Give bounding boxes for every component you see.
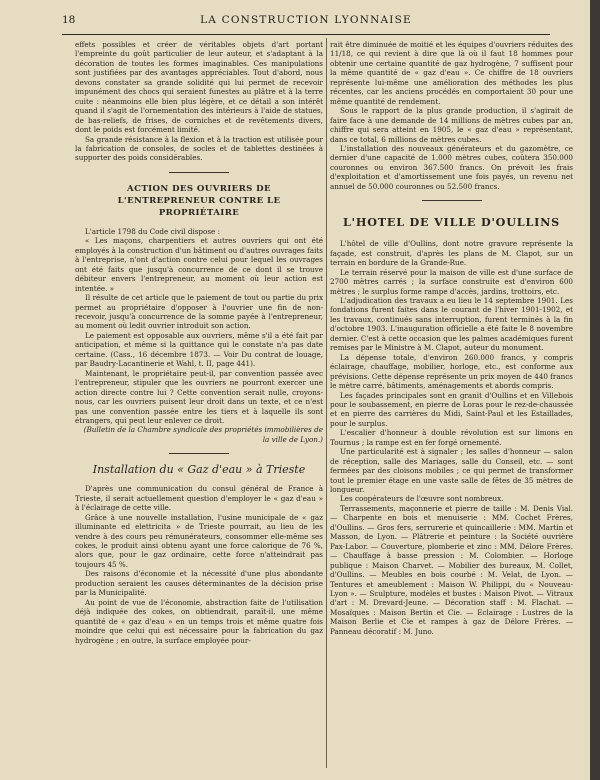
- section-heading: Installation du « Gaz d'eau » à Trieste: [92, 463, 306, 477]
- paragraph: D'après une communication du consul général de France à Trieste, il serait actuellement question d'employer le « gaz d'eau » à l'éclairage de cette ville.: [75, 484, 323, 513]
- paragraph: L'adjudication des travaux a eu lieu le 14 septembre 1901. Les fondations furent faites dans le courant de l'hiver 1901-1902, et les travaux, continués sans interruption, furent terminés à la fin d'octobre 1903. L'inauguration officielle a été faite le 8 novembre dernier. C'est à cette occasion que les palmes académiques furent remises par le Ministre à M. Clapot, auteur du monument.: [330, 295, 573, 353]
- paragraph: La dépense totale, d'environ 260.000 francs, y compris éclairage, chauffage, mobilier, horloge, etc., est conforme aux prévisions. Cette dépense représente un prix moyen de 440 francs le mètre carré, bâtiments, aménagements et abords compris.: [330, 352, 573, 391]
- paragraph: L'installation des nouveaux générateurs et du gazomètre, ce dernier d'une capacité de 1.000 mètres cubes, coûtera 350.000 couronnes ou environ 367.500 francs. On prévoit les frais d'exploitation et d'amortissement une fois payés, un revenu net annuel de 50.000 couronnes ou 52.500 francs.: [330, 143, 573, 191]
- section-heading: ACTION DES OUVRIERS DE L'ENTREPRENEUR CONTRE LE PROPRIÉTAIRE: [117, 183, 281, 218]
- section-separator: [169, 172, 229, 173]
- right-column: [330, 40, 573, 768]
- paragraph: Au point de vue de l'économie, abstraction faite de l'utilisation déjà indiquée des cokes, on obtiendrait, paraît-il, une même quantité de « gaz d'eau » en un temps trois et même quatre fois moindre que celui qui est nécessaire pour la fabrication du gaz hydrogène ; en outre, la surface employée pour-: [75, 597, 323, 645]
- paragraph: L'article 1798 du Code civil dispose :: [85, 226, 221, 236]
- paragraph: Sous le rapport de la plus grande production, il s'agirait de faire face à une demande de 14 millions de mètres cubes par an, chiffre qui sera atteint en 1905, le « gaz d'eau » représentant, dans ce total, 6 millions de mètres cubes.: [330, 106, 573, 144]
- source-citation: (Bulletin de la Chambre syndicale des propriétés immobilières de la ville de Lyon.): [83, 425, 323, 444]
- paragraph: Des raisons d'économie et la nécessité d'une plus abondante production seraient les causes déterminantes de la décision prise par la Municipalité.: [75, 569, 323, 598]
- paragraph: Grâce à une nouvelle installation, l'usine municipale de « gaz illuminante ed elettricita » de Trieste pourrait, au lieu de les vendre à des cours peu rémunérateurs, consommer elle-même ses cokes, le produit ainsi obtenu ayant une force calorique de 76 %, alors que, pour le gaz ordinaire, cette force n'atteindrait pas toujours 45 %.: [75, 512, 323, 569]
- left-column: [75, 40, 323, 768]
- section-separator: [422, 200, 482, 201]
- paragraph: Le paiement est opposable aux ouvriers, même s'il a été fait par anticipation, et même si la quittance qui le constate n'a pas date certaine. (Cass., 16 décembre 1873. — Voir Du contrat de louage, par Baudry-Lacantinerie et Wahl, t. II, page 441).: [75, 330, 323, 369]
- page-header: [62, 14, 550, 30]
- paragraph: Les façades principales sont en granit d'Oullins et en Villebois pour le soubassement, en pierre de Loras pour le rez-de-chaussée et en pierre des carrières du Midi, Saint-Paul et les Estaillades, pour le surplus.: [330, 390, 573, 428]
- paragraph: « Les maçons, charpentiers et autres ouvriers qui ont été employés à la construction d'un bâtiment ou d'autres ouvrages faits à l'entreprise, n'ont d'action contre celui pour lequel les ouvrages ont été faits que jusqu'à concurrence de ce dont il se trouve débiteur envers l'entrepreneur, au moment où leur action est intentée. »: [75, 236, 323, 293]
- paragraph: L'escalier d'honneur à double révolution est sur limons en Tournus ; la rampe est en fer forgé ornementé.: [330, 428, 573, 447]
- section-heading: L'HOTEL DE VILLE D'OULLINS: [342, 215, 561, 230]
- paragraph: effets possibles et créer de véritables objets d'art portant l'empreinte du goût particulier de leur auteur, et s'adaptant à la décoration de toutes les formes imaginables. Ces manipulations sont justifiées par des avantages appréciables. Tout d'abord, nous devons constater sa grande solidité qui lui permet de recevoir impunément des chocs qui seraient funestes au plâtre et à la terre cuite : néanmoins elle bien plus légère, et ce détail a son intérêt quand il s'agit de l'ornementation des intérieurs à l'aide de statues, de bas-reliefs, de frises, de corniches et de revêtements divers, dont le poids est forcément limité.: [75, 40, 323, 135]
- paragraph: L'hôtel de ville d'Oullins, dont notre gravure représente la façade, est construit, d'après les plans de M. Clapot, sur un terrain en bordure de la Grande-Rue.: [330, 239, 573, 268]
- paragraph: Maintenant, le propriétaire peut-il, par convention passée avec l'entrepreneur, stipuler que les ouvriers ne pourront exercer une action directe contre lui ? Cette convention serait nulle, croyons-nous, car les ouvriers puisent leur droit dans un texte, et ce n'est pas une convention passée entre les tiers et à laquelle ils sont étrangers, qui peut leur enlever ce droit.: [75, 368, 323, 425]
- paragraph: rait être diminuée de moitié et les équipes d'ouvriers réduites des 11/18, ce qui revient à dire que là où il faut 18 hommes pour obtenir une certaine quantité de gaz hydrogène, 7 suffisent pour la même quantité de « gaz d'eau ». Ce chiffre de 18 ouvriers représente lui-même une amélioration des méthodes les plus récentes, car les anciens procédés en comportaient 30 pour une même quantité de rendement.: [330, 40, 573, 106]
- column-divider: [326, 38, 327, 768]
- paragraph: Sa grande résistance à la flexion et à la traction est utilisée pour la fabrication de consoles, de socles et de tablettes destinées à supporter des poids considérables.: [75, 134, 323, 163]
- paragraph: Il résulte de cet article que le paiement de tout ou partie du prix permet au propriétaire d'opposer à l'ouvrier une fin de non-recevoir, jusqu'à concurrence de la somme payée à l'entrepreneur, au moment où ledit ouvrier introduit son action.: [75, 293, 323, 331]
- header-rule: [62, 34, 550, 35]
- paragraph: Une particularité est à signaler ; les salles d'honneur — salon de réception, salle des Mariages, salle du Conseil, etc. — sont fermées par des cloisons mobiles ; ce qui permet de transformer tout le premier étage en une vaste salle de fêtes de 35 mètres de longueur.: [330, 447, 573, 495]
- binding-gutter: [590, 0, 600, 780]
- section-separator: [169, 453, 229, 454]
- journal-title: LA CONSTRUCTION LYONNAISE: [200, 14, 412, 26]
- paragraph: Terrassements, maçonnerie et pierre de taille : M. Denis Vial. — Charpente en bois et menuiserie : MM. Cochet Frères, d'Oullins. — Gros fers, serrurerie et quincaillerie : MM. Martin et Masson, de Lyon. — Plâtrerie et peinture : la Société ouvrière Pax-Labor. — Couverture, plomberie et zinc : MM. Délore Frères. — Chauffage à basse pression : M. Colombier. — Horloge publique : Maison Charvet. — Mobilier des bureaux, M. Collet, d'Oullins. — Meubles en bois courbé : M. Velat, de Lyon. — Tentures et ameublement : Maison W. Philippi, du « Nouveau-Lyon ». — Sculpture, modèles et bustes : Maison Pivot. — Vitraux d'art : M. Drevard-Jeune. — Décoration staff : M. Flachat. — Mosaïques : Maison Bertin et Cie. — Eclairage : Lustres de la Maison Berlie et Cie et rampes à gaz de Délore Frères. — Panneau décoratif : M. Juno.: [330, 503, 573, 636]
- paragraph: Les coopérateurs de l'œuvre sont nombreux.: [340, 494, 504, 504]
- page-number: 18: [62, 14, 76, 26]
- paragraph: Le terrain réservé pour la maison de ville est d'une surface de 2700 mètres carrés ; la surface construite est d'environ 600 mètres ; le surplus forme rampe d'accès, jardins, trottoirs, etc.: [330, 267, 573, 296]
